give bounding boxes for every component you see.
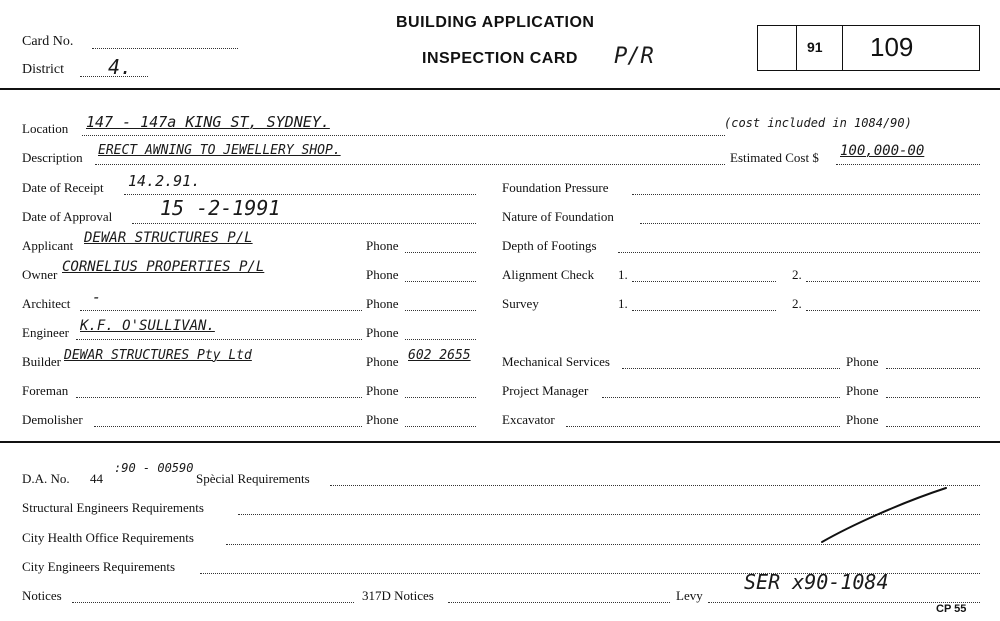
demolisher-phone-label: Phone [366,412,399,427]
form-title: BUILDING APPLICATION [396,14,595,31]
foreman-label: Foreman [22,383,69,398]
levy-label: Levy [676,588,703,603]
notices-317d-label: 317D Notices [362,588,434,603]
da-value: :90 - 00590 [114,461,194,475]
estimated-cost-value: 100,000-00 [840,143,925,159]
receipt-label: Date of Receipt [22,180,104,195]
location-value: 147 - 147a KING ST, SYDNEY. [86,113,330,131]
da-prefix: 44 [90,471,103,486]
foundation-pressure-label: Foundation Pressure [502,180,609,195]
location-label: Location [22,121,69,136]
builder-label: Builder [22,354,61,369]
alignment-check-label: Alignment Check [502,267,595,282]
approval-label: Date of Approval [22,209,113,224]
builder-value: DEWAR STRUCTURES Pty Ltd [64,348,252,363]
excavator-phone-label: Phone [846,412,879,427]
alignment-num-2: 2. [792,267,802,282]
estimated-cost-label: Estimated Cost $ [730,150,819,165]
survey-label: Survey [502,296,539,311]
owner-label: Owner [22,267,58,282]
pm-phone-label: Phone [846,383,879,398]
cost-note: (cost included in 1084/90) [724,116,912,130]
city-engineers-label: City Engineers Requirements [22,559,176,574]
architect-value: - [92,288,102,306]
builder-phone-value: 602 2655 [408,348,471,363]
district-label: District [22,62,64,77]
notices-label: Notices [22,588,62,603]
depth-footings-label: Depth of Footings [502,238,597,253]
approval-value: 15 -2-1991 [160,196,281,220]
applicant-label: Applicant [22,238,74,253]
district-value: 4. [108,55,133,79]
project-manager-label: Project Manager [502,383,589,398]
title-note: P/R [614,44,654,69]
description-label: Description [22,150,83,165]
excavator-label: Excavator [502,412,555,427]
receipt-value: 14.2.91. [128,172,201,190]
form-subtitle: INSPECTION CARD [422,50,578,67]
applicant-phone-label: Phone [366,238,399,253]
health-requirements-label: City Health Office Requirements [22,530,194,545]
owner-phone-label: Phone [366,267,399,282]
special-requirements-label: Spècial Requirements [196,471,310,486]
survey-num-2: 2. [792,296,802,311]
survey-num-1: 1. [618,296,628,311]
architect-phone-label: Phone [366,296,399,311]
alignment-num-1: 1. [618,267,628,282]
reference-number: 109 [870,32,914,62]
engineer-value: K.F. O'SULLIVAN. [80,318,215,334]
demolisher-label: Demolisher [22,412,83,427]
builder-phone-label: Phone [366,354,399,369]
card-no-label: Card No. [22,34,74,49]
form-code: CP 55 [936,603,967,615]
engineer-phone-label: Phone [366,325,399,340]
reference-small: 91 [807,39,823,55]
architect-label: Architect [22,296,71,311]
structural-requirements-label: Structural Engineers Requirements [22,500,204,515]
description-value: ERECT AWNING TO JEWELLERY SHOP. [98,143,341,158]
applicant-value: DEWAR STRUCTURES P/L [84,230,253,246]
mechanical-phone-label: Phone [846,354,879,369]
mechanical-label: Mechanical Services [502,354,610,369]
da-label: D.A. No. [22,471,70,486]
owner-value: CORNELIUS PROPERTIES P/L [62,259,265,275]
engineer-label: Engineer [22,325,69,340]
foreman-phone-label: Phone [366,383,399,398]
levy-value: SER x90-1084 [744,570,889,594]
nature-foundation-label: Nature of Foundation [502,209,614,224]
